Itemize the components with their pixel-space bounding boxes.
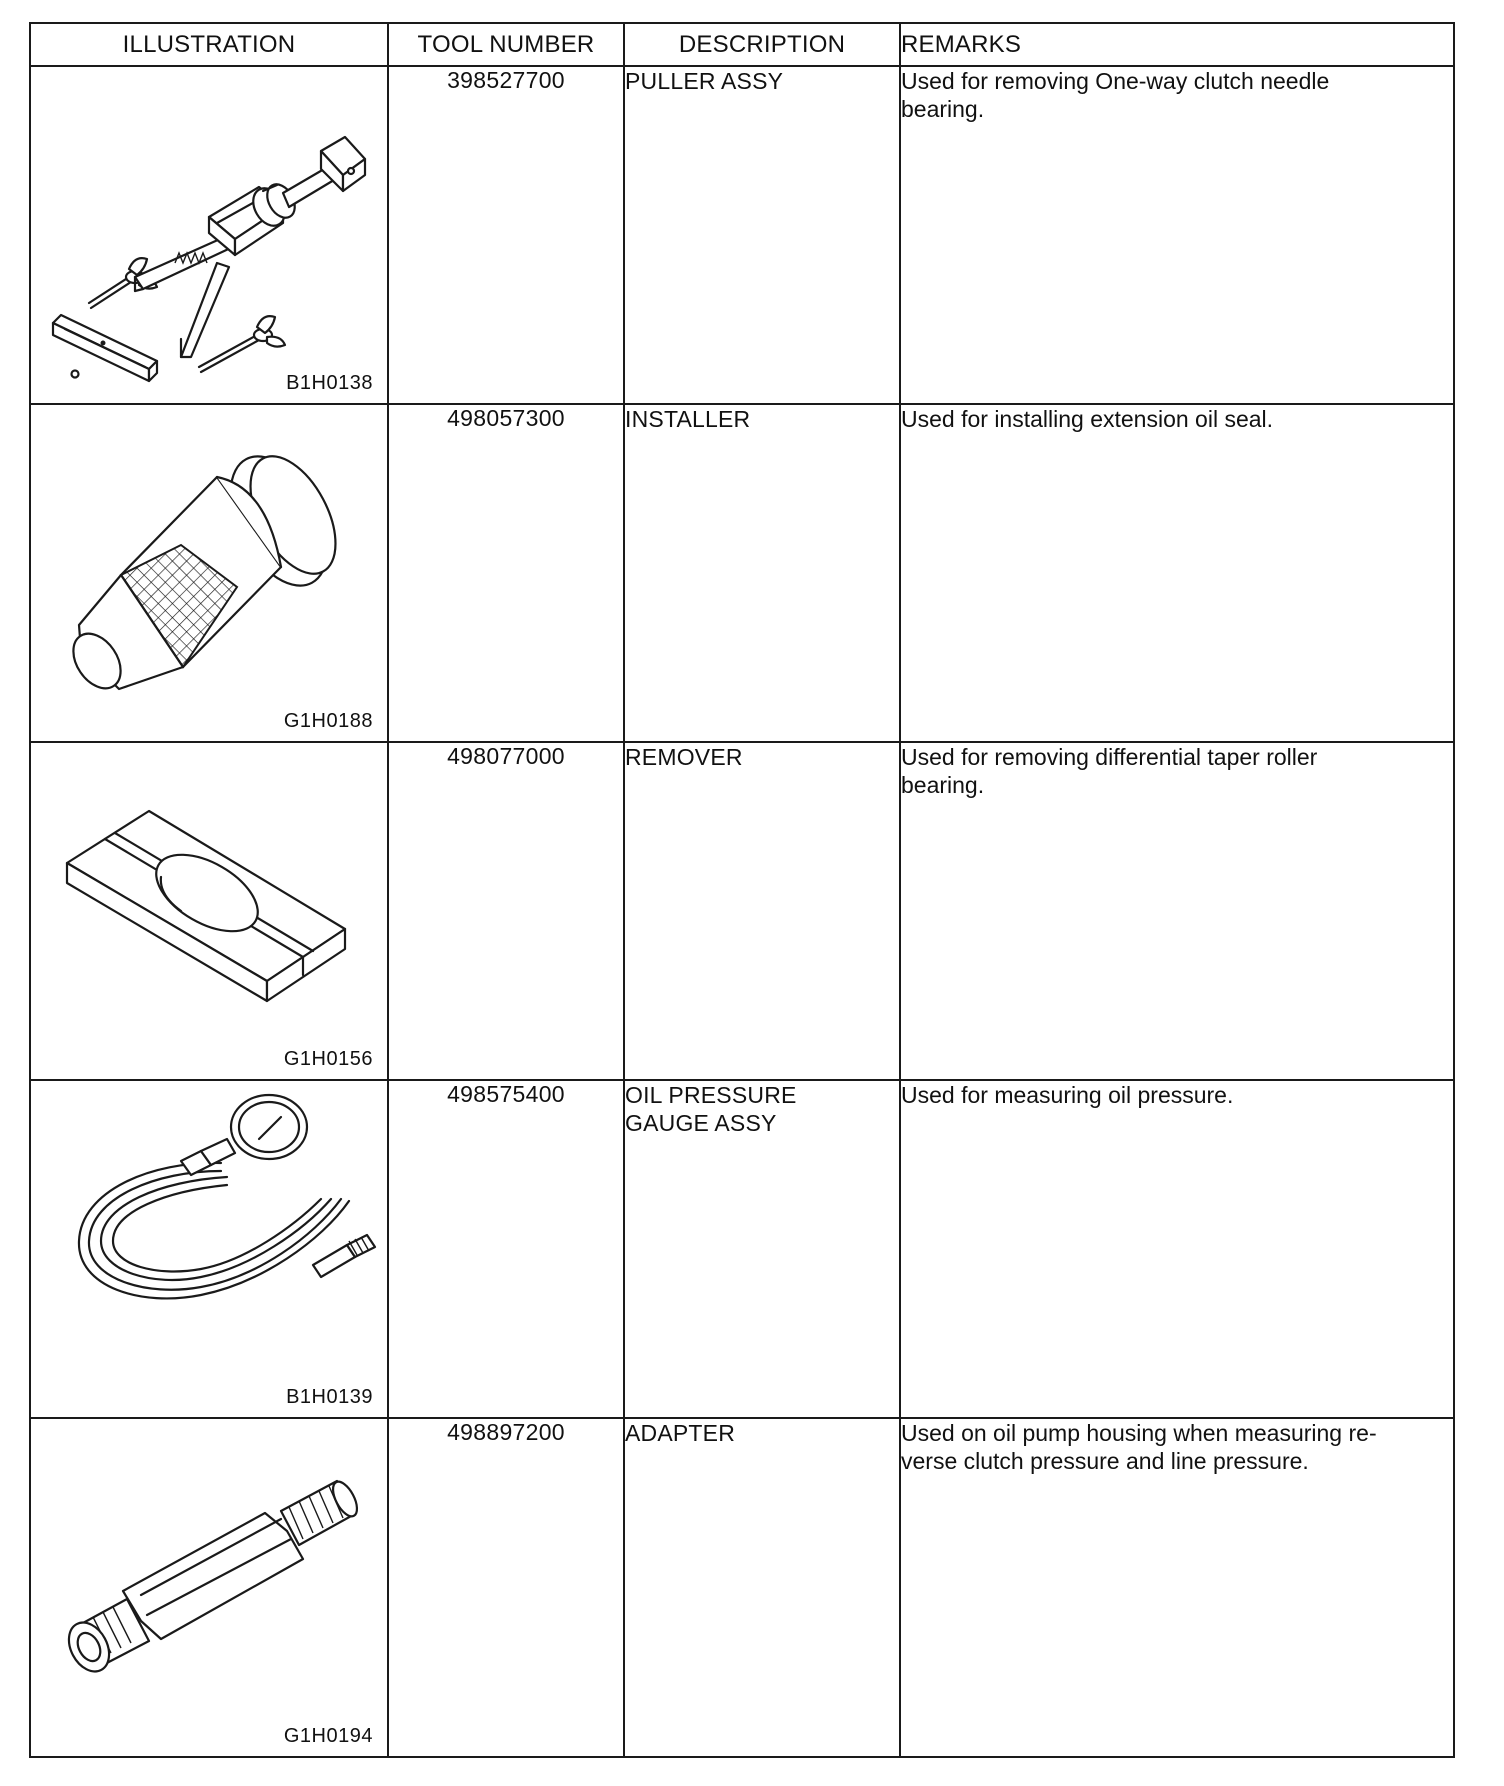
puller-assy-drawing xyxy=(31,67,387,403)
description-cell xyxy=(624,404,900,742)
illustration-code: G1H0194 xyxy=(283,1725,373,1747)
illustration-code: G1H0188 xyxy=(283,710,373,732)
remarks-column-header: REMARKS xyxy=(900,23,1454,66)
illustration-column-header: ILLUSTRATION xyxy=(30,23,388,66)
description-line: REMOVER xyxy=(625,744,743,770)
illustration-code: G1H0156 xyxy=(283,1048,373,1070)
tool-number-cell: 498057300 xyxy=(388,404,624,742)
special-tools-sheet xyxy=(29,22,1453,1758)
tool-number-cell: 498077000 xyxy=(388,742,624,1080)
illustration-cell xyxy=(30,1080,388,1418)
illustration-cell xyxy=(30,1418,388,1757)
tool-number-cell: 398527700 xyxy=(388,66,624,404)
remover-drawing xyxy=(31,743,387,1079)
illustration-cell xyxy=(30,742,388,1080)
description-column-header: DESCRIPTION xyxy=(624,23,900,66)
description-line: GAUGE ASSY xyxy=(625,1110,777,1136)
remarks-cell xyxy=(900,742,1454,1080)
remarks-line: Used for removing differential taper roller xyxy=(901,744,1318,770)
table-row xyxy=(30,1080,1454,1418)
description-line: ADAPTER xyxy=(625,1420,736,1446)
table-row xyxy=(30,404,1454,742)
table-row xyxy=(30,66,1454,404)
remarks-line: verse clutch pressure and line pressure. xyxy=(901,1448,1309,1474)
remarks-cell xyxy=(900,66,1454,404)
tool-number-cell: 498575400 xyxy=(388,1080,624,1418)
remarks-line: Used for measuring oil pressure. xyxy=(901,1082,1234,1108)
illustration-cell xyxy=(30,66,388,404)
special-tools-table xyxy=(29,22,1455,1758)
illustration-cell xyxy=(30,404,388,742)
oil-pressure-gauge-drawing xyxy=(31,1081,387,1417)
description-cell xyxy=(624,66,900,404)
table-row xyxy=(30,1418,1454,1757)
description-line: OIL PRESSURE xyxy=(625,1082,797,1108)
description-cell xyxy=(624,1080,900,1418)
description-cell xyxy=(624,742,900,1080)
remarks-cell xyxy=(900,1080,1454,1418)
remarks-line: bearing. xyxy=(901,96,985,122)
remarks-line: Used for installing extension oil seal. xyxy=(901,406,1274,432)
remarks-line: Used on oil pump housing when measuring re- xyxy=(901,1420,1377,1446)
description-line: PULLER ASSY xyxy=(625,68,784,94)
adapter-drawing xyxy=(31,1419,387,1755)
installer-drawing xyxy=(31,405,387,741)
illustration-code: B1H0139 xyxy=(286,1386,373,1408)
table-header-row xyxy=(30,23,1454,66)
remarks-cell xyxy=(900,1418,1454,1757)
remarks-line: Used for removing One-way clutch needle xyxy=(901,68,1330,94)
illustration-code: B1H0138 xyxy=(286,372,373,394)
description-cell xyxy=(624,1418,900,1757)
remarks-line: bearing. xyxy=(901,772,985,798)
table-row xyxy=(30,742,1454,1080)
tool-number-column-header: TOOL NUMBER xyxy=(388,23,624,66)
remarks-cell xyxy=(900,404,1454,742)
tool-number-cell: 498897200 xyxy=(388,1418,624,1757)
description-line: INSTALLER xyxy=(625,406,751,432)
